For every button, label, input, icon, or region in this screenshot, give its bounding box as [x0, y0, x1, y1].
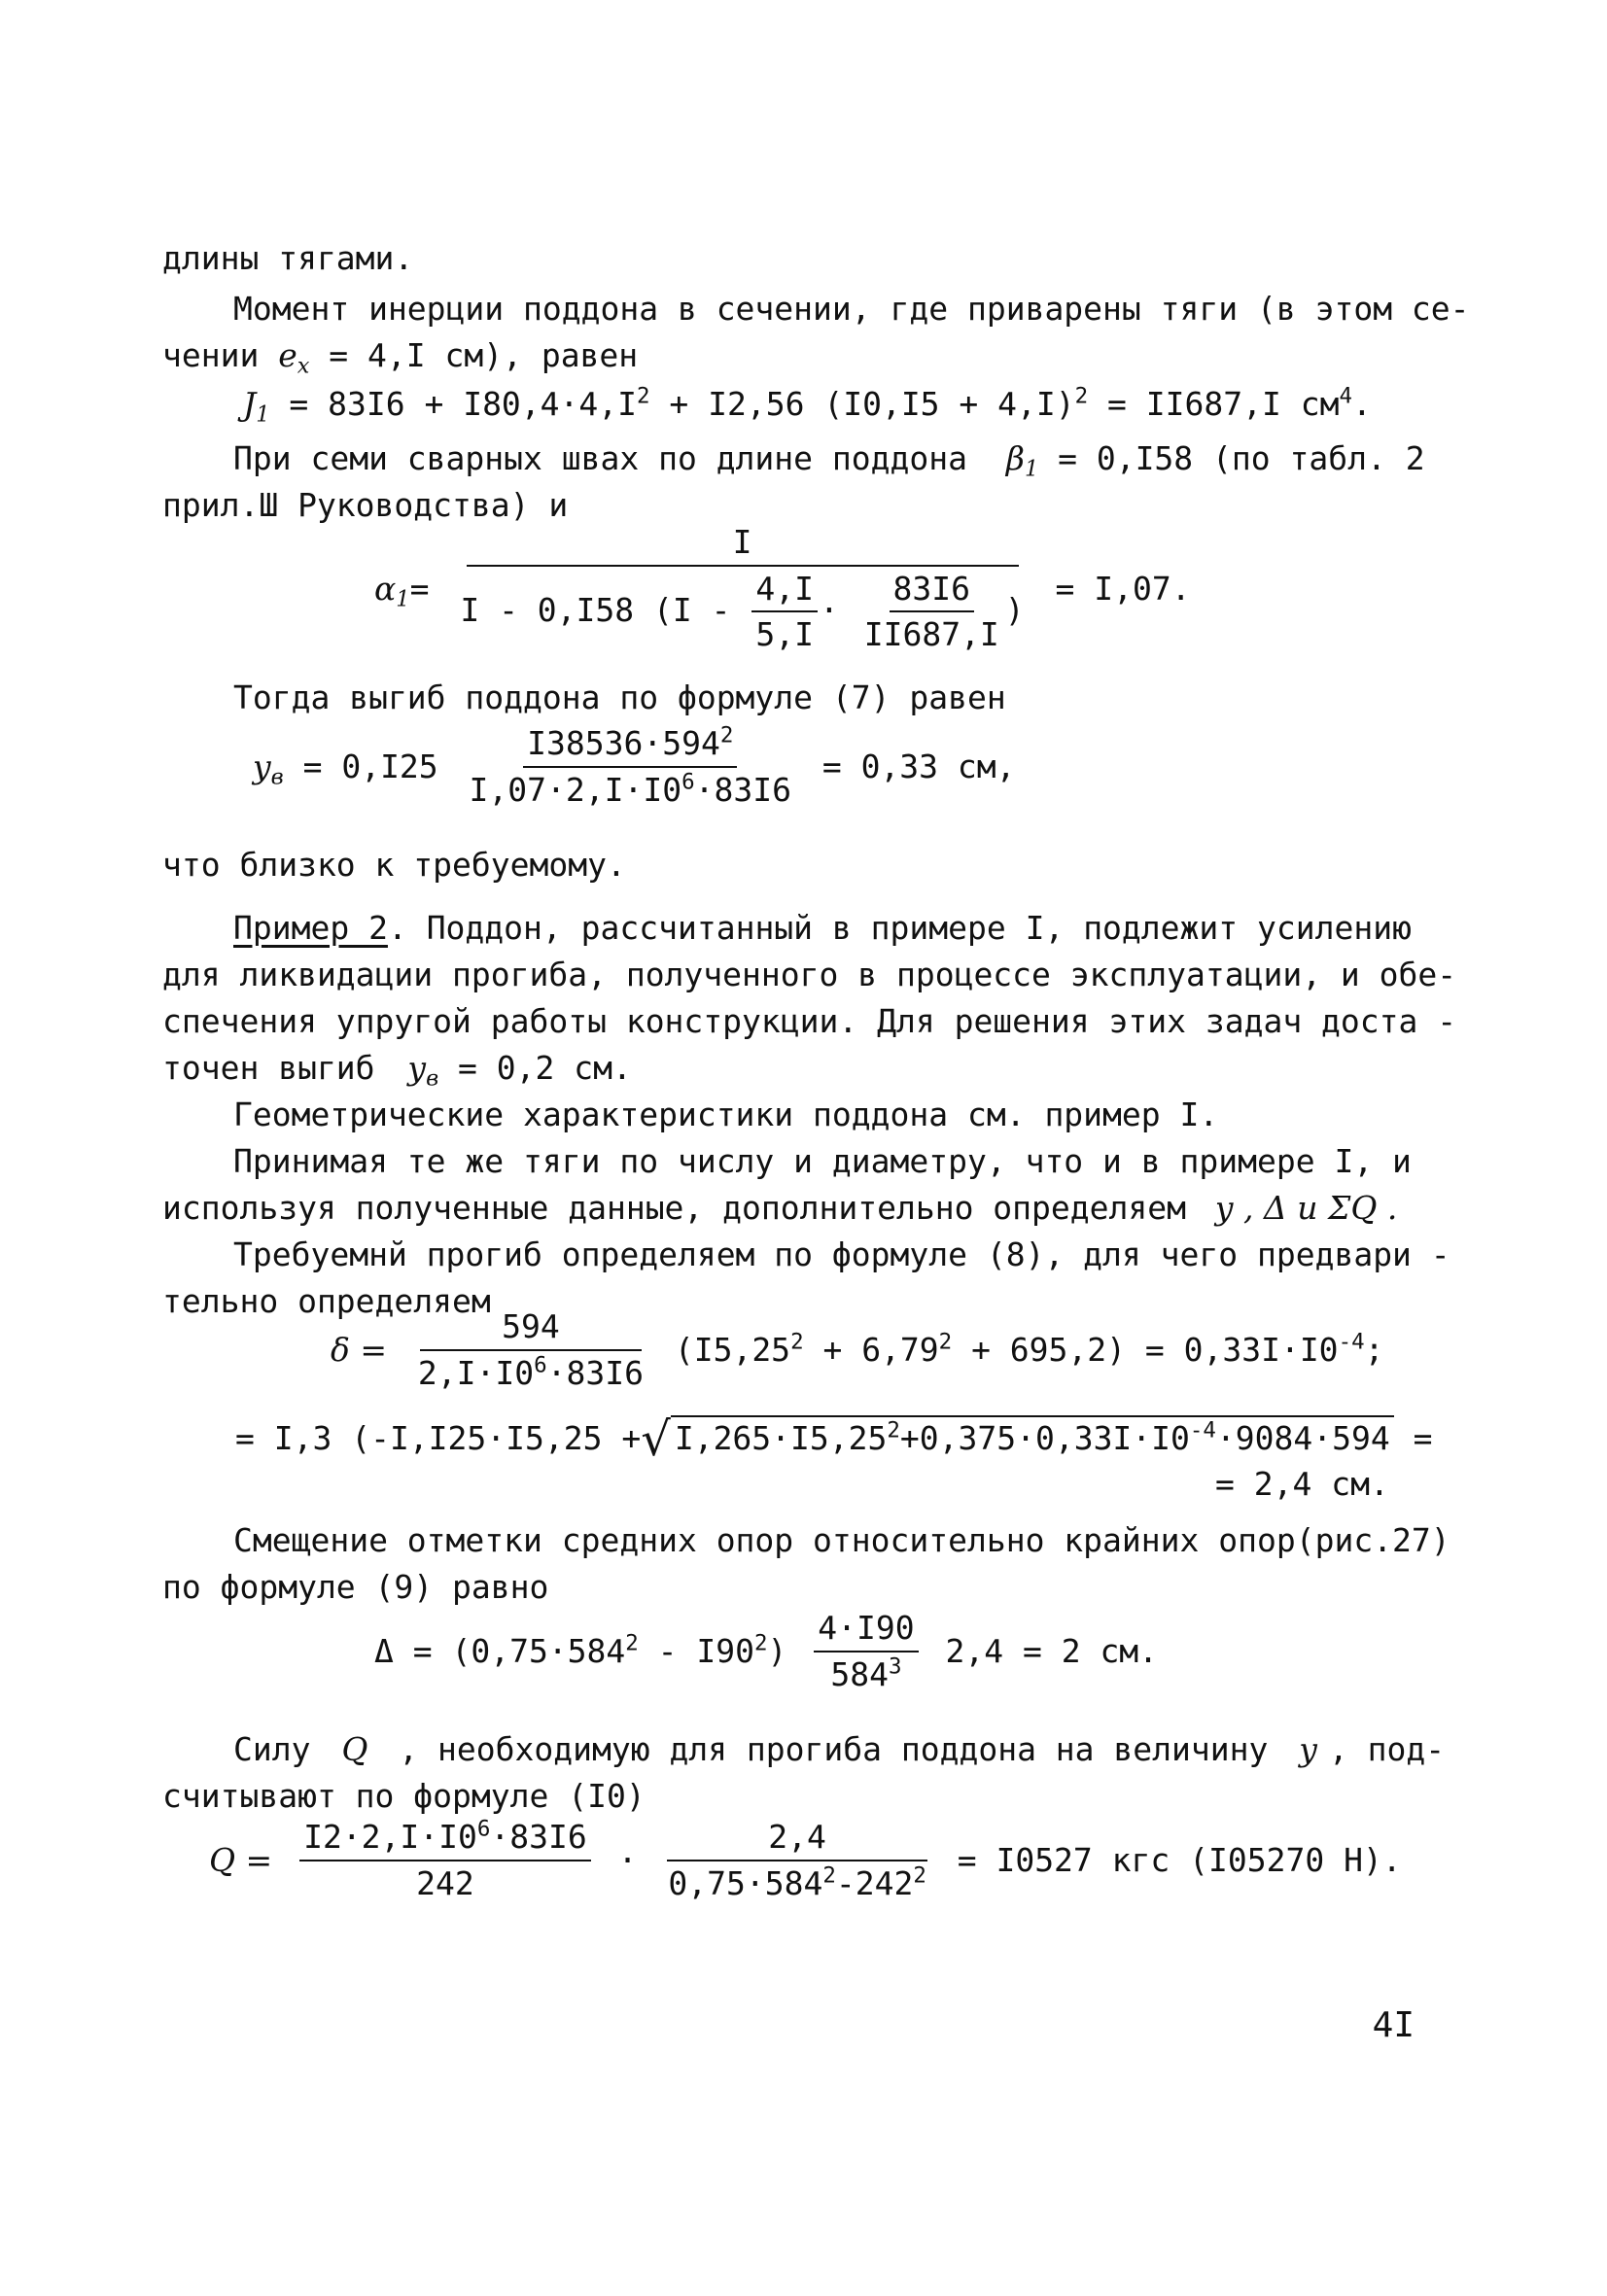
text-line: При семи сварных швах по длине поддона $\beta_1 = 0,I58$ (по табл. 2	[233, 439, 1425, 482]
text-line: используя полученные данные, дополнительно определяем y , Δ и ΣQ .	[162, 1189, 1398, 1227]
text-line: тельно определяем	[162, 1282, 491, 1320]
formula-deflection: $y_в = 0,I25$ $\frac{I38536\cdot 594^2}{I,07\cdot 2,I\cdot I0^6\cdot 83I6}$ = 0,33 см,	[253, 722, 1016, 809]
formula-moment-inertia: $J_1 = 83I6 + I80,4\cdot 4,I^2 + I2,56$ $(I0,I5 + 4,I)^2 = II687,I$ $см^4$.	[243, 383, 1372, 428]
text-line: Принимая те же тяги по числу и диаметру, что и в примере I, и	[233, 1142, 1412, 1180]
var-e: $e_x$	[278, 336, 310, 379]
text-line: для ликвидации прогиба, полученного в процессе эксплуатации, и обе-	[162, 956, 1457, 993]
text-line: прил.Ш Руководства) и	[162, 486, 569, 524]
text-line: считывают по формуле (I0)	[162, 1777, 646, 1815]
text-line: Смещение отметки средних опор относительно крайних опор(рис.27)	[233, 1521, 1450, 1559]
text-line: точен выгиб $y_в = 0,2$ см.	[162, 1049, 632, 1092]
text-line: Пример 2. Поддон, рассчитанный в примере I, подлежит усилению	[233, 909, 1412, 947]
page-number: 4I	[1372, 2005, 1415, 2045]
text-line: по формуле (9) равно	[162, 1568, 549, 1606]
example-label: Пример 2	[233, 909, 388, 947]
text-line: чении $e_x = 4,I$ см), равен	[162, 336, 639, 379]
text-line: Геометрические характеристики поддона см. пример I.	[233, 1096, 1219, 1133]
text-line: длины тягами.	[162, 239, 414, 277]
text-line: Требуемнй прогиб определяем по формуле (8), для чего предвари -	[233, 1235, 1450, 1273]
text-line: что близко к требуемому.	[162, 846, 626, 884]
formula-root-result: = 2,4 см.	[1215, 1465, 1389, 1503]
formula-delta: δ = $\frac{594}{2,I\cdot I0^6\cdot 83I6}$ $(I5,25^2 + 6,79^2 + 695,2) = 0,33I\cdot I0^{-4}$;	[331, 1307, 1384, 1392]
formula-force: Q = $\frac{I2\cdot 2,I\cdot I0^6\cdot 83I6}{242}$ · $\frac{2,4}{0,75\cdot 584^2-242^2}$ = I0527 кгс (I05270 Н).	[209, 1816, 1402, 1902]
text-line: Момент инерции поддона в сечении, где приварены тяги (в этом се-	[233, 290, 1470, 328]
formula-displacement: $\Delta = (0,75\cdot 584^2 - I90^2)$ $\frac{4\cdot I90}{584^3}$ 2,4 = 2 см.	[374, 1609, 1159, 1693]
formula-alpha: $\alpha_1=$ I I - 0,I58 (I - $\frac{4,I}{5,I}$ · $\frac{83I6}{II687,I}$ ) = I,07.	[374, 523, 1191, 654]
text-line: спечения упругой работы конструкции. Для решения этих задач доста -	[162, 1002, 1457, 1040]
formula-root: = I,3 (-I,I25·I5,25 +√ $I,265\cdot I5,25^2+0,375\cdot 0,33I\cdot I0^{-4}\cdot 9084\cdot 594$ =	[235, 1412, 1433, 1467]
text-line: Тогда выгиб поддона по формуле (7) равен	[233, 678, 1006, 716]
text-line: Силу Q , необходимую для прогиба поддона на величину y , под-	[233, 1730, 1446, 1768]
